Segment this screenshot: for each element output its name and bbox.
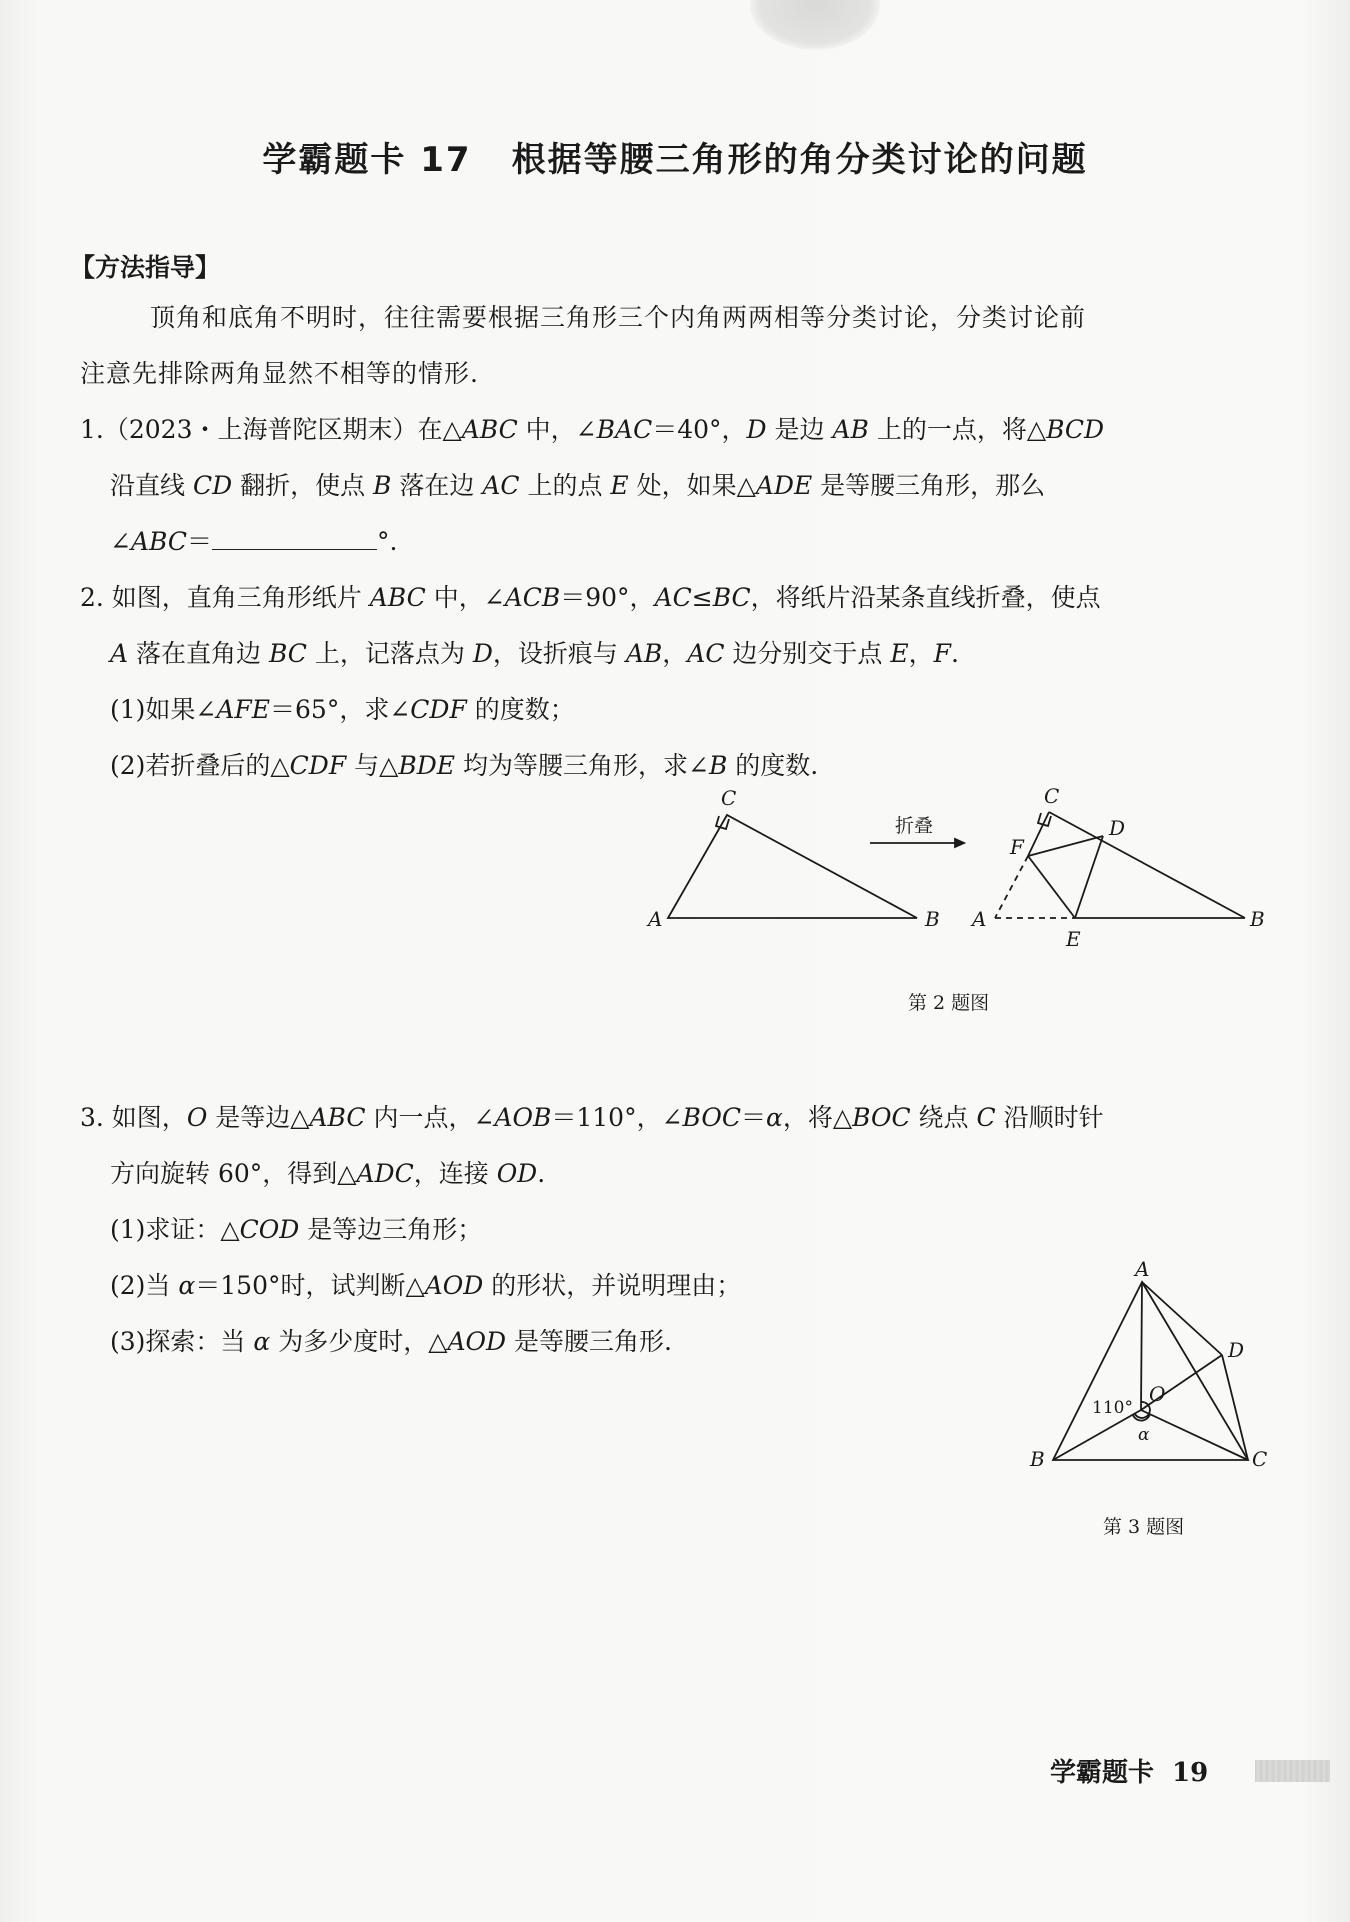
answer-blank[interactable] — [212, 527, 377, 550]
title-number: 学霸题卡 17 — [262, 140, 472, 180]
label-B: B — [1030, 1447, 1045, 1471]
label-D: D — [1228, 1338, 1245, 1362]
label-alpha: α — [1138, 1425, 1150, 1445]
label-E-right: E — [1066, 927, 1081, 951]
q1-line-3: ∠ABC＝ °. — [110, 527, 398, 556]
label-110: 110° — [1092, 1398, 1133, 1418]
label-A: A — [1135, 1257, 1150, 1281]
q1-line-1: 1.（2023・上海普陀区期末）在△ABC 中，∠BAC＝40°，D 是边 AB 上的一点，将△BCD — [80, 415, 1105, 444]
q3-line-1: 3. 如图，O 是等边△ABC 内一点，∠AOB＝110°，∠BOC＝α，将△BOC 绕点 C 沿顺时针 — [80, 1103, 1104, 1132]
label-A-right: A — [972, 907, 987, 931]
intro-line-2: 注意先排除两角显然不相等的情形. — [80, 359, 479, 388]
q2-line-2: A 落在直角边 BC 上，记落点为 D，设折痕与 AB，AC 边分别交于点 E，F. — [110, 639, 959, 668]
page-title — [0, 132, 1350, 181]
label-F-right: F — [1010, 835, 1024, 859]
q3-caption: 第 3 题图 — [1103, 1516, 1185, 1538]
q3-sub-2: (2)当 α＝150°时，试判断△AOD 的形状，并说明理由； — [110, 1271, 742, 1300]
q3-sub-1: (1)求证：△COD 是等边三角形； — [110, 1215, 483, 1244]
fold-label: 折叠 — [895, 815, 934, 837]
label-O: O — [1149, 1382, 1166, 1406]
footer-label: 学霸题卡 — [1050, 1758, 1155, 1788]
q1-line-2: 沿直线 CD 翻折，使点 B 落在边 AC 上的点 E 处，如果△ADE 是等腰三角形，那么 — [110, 471, 1046, 500]
label-B-right: B — [1250, 907, 1265, 931]
q3-sub-3: (3)探索：当 α 为多少度时，△AOD 是等腰三角形. — [110, 1327, 672, 1356]
page-number: 19 — [1172, 1758, 1209, 1788]
method-heading: 【方法指导】 — [70, 253, 221, 282]
q2-sub-1: (1)如果∠AFE＝65°，求∠CDF 的度数； — [110, 695, 575, 724]
intro-line-1: 顶角和底角不明时，往往需要根据三角形三个内角两两相等分类讨论，分类讨论前 — [150, 303, 1087, 332]
label-C-right: C — [1044, 784, 1060, 808]
label-C: C — [1252, 1447, 1268, 1471]
title-topic: 根据等腰三角形的角分类讨论的问题 — [511, 140, 1088, 180]
q2-sub-2: (2)若折叠后的△CDF 与△BDE 均为等腰三角形，求∠B 的度数. — [110, 751, 819, 780]
label-B-left: B — [925, 907, 940, 931]
q2-line-1: 2. 如图，直角三角形纸片 ABC 中，∠ACB＝90°，AC≤BC，将纸片沿某条直线折叠，使点 — [80, 583, 1101, 612]
label-A-left: A — [648, 907, 663, 931]
page-footer — [1050, 1752, 1208, 1789]
q2-caption: 第 2 题图 — [908, 992, 990, 1014]
footer-decoration — [1255, 1760, 1330, 1782]
label-D-right: D — [1109, 816, 1126, 840]
label-C-left: C — [721, 786, 737, 810]
q3-line-2: 方向旋转 60°，得到△ADC，连接 OD. — [110, 1159, 546, 1188]
